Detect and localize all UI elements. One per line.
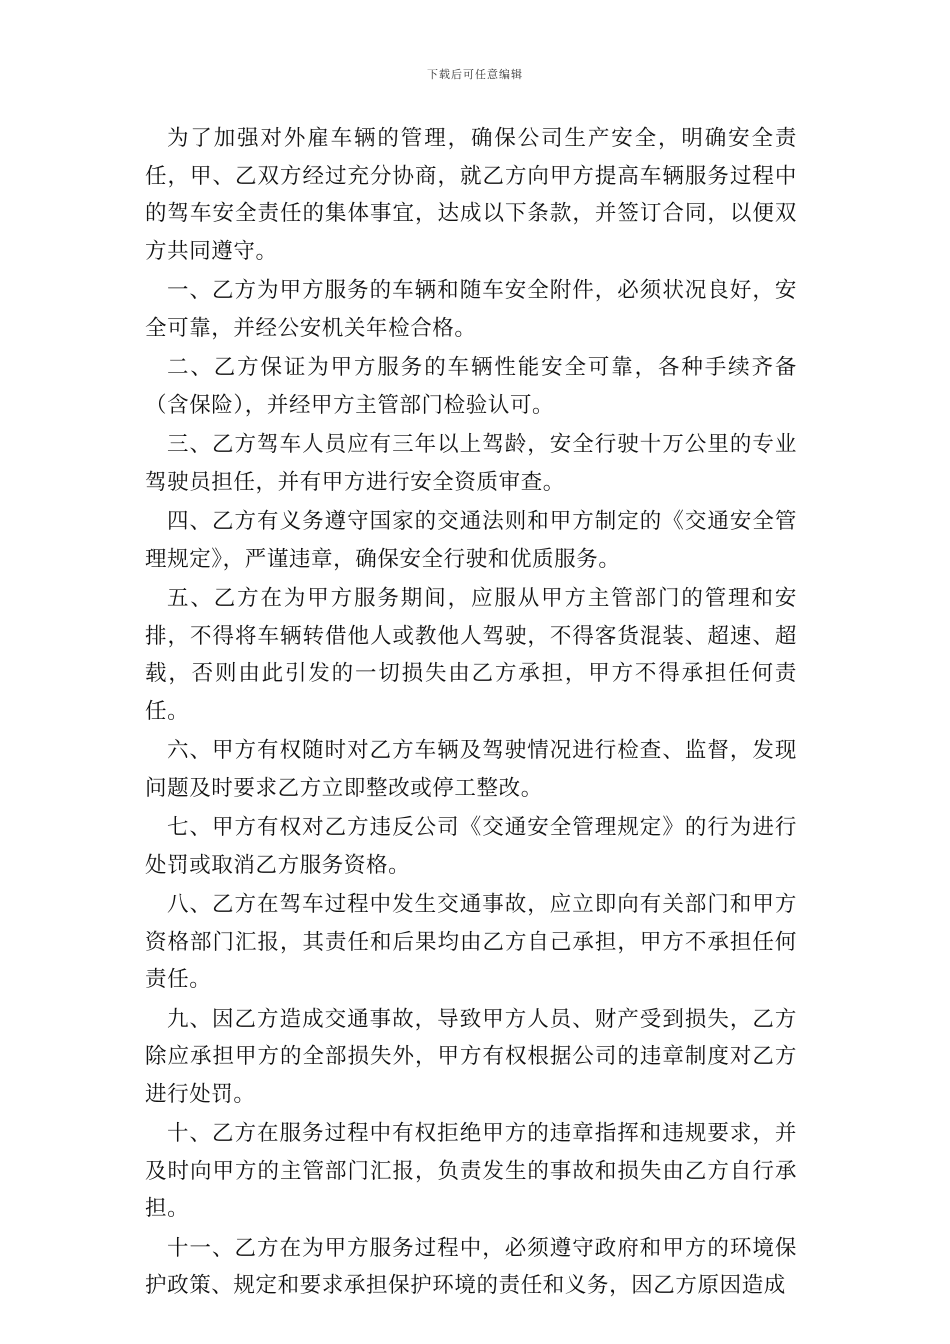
paragraph-clause-2: 二、乙方保证为甲方服务的车辆性能安全可靠，各种手续齐备（含保险），并经甲方主管部门检验认可。 bbox=[145, 355, 797, 418]
paragraph-clause-6: 六、甲方有权随时对乙方车辆及驾驶情况进行检查、监督，发现问题及时要求乙方立即整改或停工整改。 bbox=[145, 738, 797, 801]
paragraph-clause-9: 九、因乙方造成交通事故，导致甲方人员、财产受到损失，乙方除应承担甲方的全部损失外，甲方有权根据公司的违章制度对乙方进行处罚。 bbox=[145, 1006, 797, 1107]
paragraph-clause-11: 十一、乙方在为甲方服务过程中，必须遵守政府和甲方的环境保护政策、规定和要求承担保护环境的责任和义务，因乙方原因造成 bbox=[145, 1235, 797, 1298]
header-note: 下载后可任意编辑 bbox=[427, 68, 523, 81]
paragraph-clause-1: 一、乙方为甲方服务的车辆和随车安全附件，必须状况良好，安全可靠，并经公安机关年检合格。 bbox=[145, 278, 797, 341]
paragraph-clause-10: 十、乙方在服务过程中有权拒绝甲方的违章指挥和违规要求，并及时向甲方的主管部门汇报，负责发生的事故和损失由乙方自行承担。 bbox=[145, 1121, 797, 1221]
paragraph-clause-3: 三、乙方驾车人员应有三年以上驾龄，安全行驶十万公里的专业驾驶员担任，并有甲方进行安全资质审查。 bbox=[145, 432, 797, 495]
paragraph-clause-5: 五、乙方在为甲方服务期间，应服从甲方主管部门的管理和安排，不得将车辆转借他人或教他人驾驶，不得客货混装、超速、超载，否则由此引发的一切损失由乙方承担，甲方不得承担任何责任。 bbox=[145, 586, 797, 724]
document-body bbox=[145, 120, 797, 1307]
paragraph-clause-4: 四、乙方有义务遵守国家的交通法则和甲方制定的《交通安全管理规定》，严谨违章，确保安全行驶和优质服务。 bbox=[145, 509, 797, 572]
paragraph-intro: 为了加强对外雇车辆的管理，确保公司生产安全，明确安全责任，甲、乙双方经过充分协商，就乙方向甲方提高车辆服务过程中的驾车安全责任的集体事宜，达成以下条款，并签订合同，以便双方共同遵守。 bbox=[145, 126, 797, 264]
paragraph-clause-8: 八、乙方在驾车过程中发生交通事故，应立即向有关部门和甲方资格部门汇报，其责任和后果均由乙方自己承担，甲方不承担任何责任。 bbox=[145, 892, 797, 992]
paragraph-clause-7: 七、甲方有权对乙方违反公司《交通安全管理规定》的行为进行处罚或取消乙方服务资格。 bbox=[145, 815, 797, 878]
